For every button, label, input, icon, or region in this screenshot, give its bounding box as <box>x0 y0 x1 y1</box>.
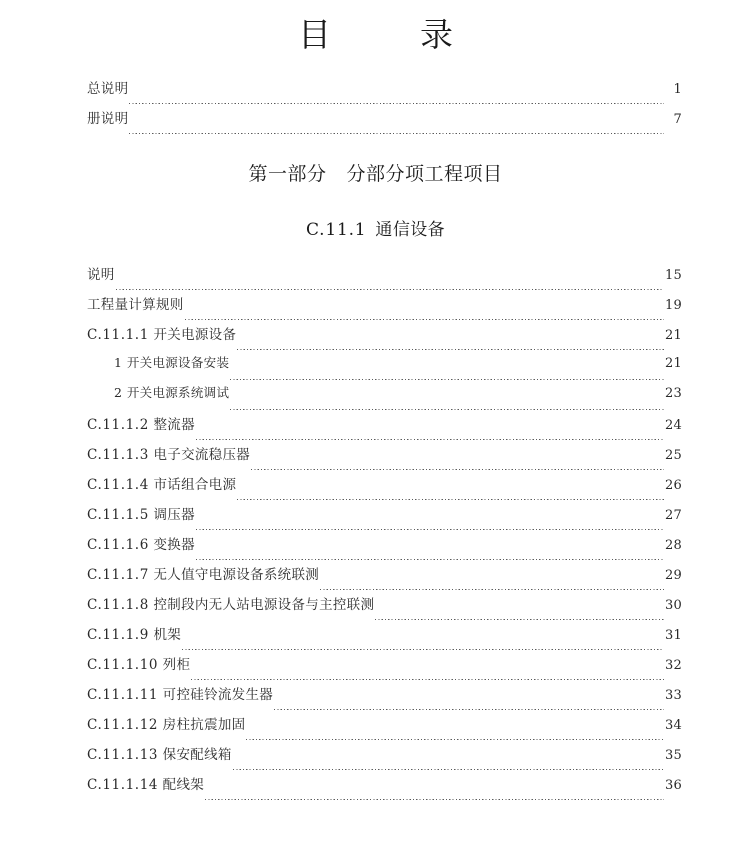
toc-entry-title: 总说明 <box>87 81 129 97</box>
toc-entry-title: 可控硅铃流发生器 <box>162 687 274 703</box>
toc-entry-label <box>87 773 204 793</box>
toc-list <box>0 263 751 803</box>
toc-entry[interactable] <box>87 743 682 773</box>
toc-entry-title: 整流器 <box>153 417 195 433</box>
toc-entry[interactable] <box>87 773 682 803</box>
toc-entry-code: C.11.1.2 <box>87 417 149 433</box>
toc-entry-label <box>87 743 232 763</box>
toc-entry[interactable] <box>87 107 682 137</box>
toc-dot-leader <box>274 709 664 710</box>
toc-entry-page-number: 23 <box>665 386 682 401</box>
toc-entry-label <box>87 383 229 401</box>
toc-entry-title: 保安配线箱 <box>162 747 232 763</box>
toc-entry-title: 电子交流稳压器 <box>153 447 251 463</box>
toc-entry-title: 开关电源系统调试 <box>126 385 230 400</box>
toc-dot-leader <box>182 649 664 650</box>
toc-entry[interactable] <box>87 323 682 353</box>
toc-entry-title: 工程量计算规则 <box>87 297 184 313</box>
toc-entry-page-number: 29 <box>665 568 682 583</box>
toc-entry-label <box>87 293 184 313</box>
toc-entry-title: 册说明 <box>87 111 129 127</box>
front-matter-toc-list <box>0 77 751 137</box>
toc-entry-page-number: 36 <box>665 778 682 793</box>
toc-entry-page-number: 34 <box>665 718 682 733</box>
toc-entry-code: C.11.1.5 <box>87 507 149 523</box>
toc-entry[interactable] <box>87 623 682 653</box>
toc-dot-leader <box>230 409 664 410</box>
toc-entry-page-number: 30 <box>665 598 682 613</box>
toc-dot-leader <box>251 469 664 470</box>
toc-entry-title: 无人值守电源设备系统联测 <box>153 567 320 583</box>
toc-entry-code: 1 <box>114 355 123 370</box>
toc-dot-leader <box>116 289 664 290</box>
part-heading-title: 分部分项工程项目 <box>346 162 503 185</box>
toc-entry-code: C.11.1.9 <box>87 627 149 643</box>
toc-entry-code: C.11.1.3 <box>87 447 149 463</box>
toc-entry-label <box>87 107 128 127</box>
toc-entry-title: 市话组合电源 <box>153 477 237 493</box>
section-heading-spacer <box>0 245 751 263</box>
toc-entry-title: 开关电源设备 <box>153 327 237 343</box>
toc-entry[interactable] <box>87 473 682 503</box>
toc-entry-code: C.11.1.8 <box>87 597 149 613</box>
section-heading-code: C.11.1 <box>305 219 367 240</box>
section-heading <box>0 215 751 245</box>
toc-entry-code: C.11.1.11 <box>87 687 159 703</box>
toc-entry-page-number: 19 <box>665 298 682 313</box>
toc-entry-label <box>87 473 236 493</box>
toc-entry-page-number: 28 <box>665 538 682 553</box>
toc-entry-page-number: 21 <box>665 356 682 371</box>
toc-dot-leader <box>375 619 664 620</box>
toc-entry-code: C.11.1.12 <box>87 717 159 733</box>
toc-entry[interactable] <box>87 293 682 323</box>
part-heading-spacer <box>0 189 751 215</box>
toc-entry-code: 2 <box>114 385 123 400</box>
toc-entry-title: 控制段内无人站电源设备与主控联测 <box>153 597 375 613</box>
section-heading-title: 通信设备 <box>375 219 446 240</box>
toc-entry-label <box>87 593 374 613</box>
toc-entry[interactable] <box>87 593 682 623</box>
toc-dot-leader <box>205 799 664 800</box>
toc-entry-code: C.11.1.4 <box>87 477 149 493</box>
toc-entry-title: 机架 <box>153 627 182 643</box>
toc-dot-leader <box>196 439 664 440</box>
toc-entry[interactable] <box>87 443 682 473</box>
toc-dot-leader <box>129 103 664 104</box>
toc-dot-leader <box>320 589 664 590</box>
toc-dot-leader <box>185 319 664 320</box>
toc-entry[interactable] <box>87 353 682 383</box>
toc-entry[interactable] <box>87 413 682 443</box>
toc-entry-code: C.11.1.6 <box>87 537 149 553</box>
toc-entry[interactable] <box>87 77 682 107</box>
toc-dot-leader <box>230 379 664 380</box>
toc-entry-page-number: 15 <box>665 268 682 283</box>
toc-entry-label <box>87 77 128 97</box>
toc-entry-title: 房柱抗震加固 <box>162 717 246 733</box>
toc-entry-title: 调压器 <box>153 507 195 523</box>
toc-entry-title: 说明 <box>87 267 115 283</box>
toc-entry-code: C.11.1.7 <box>87 567 149 583</box>
toc-entry-label <box>87 653 190 673</box>
toc-entry-label <box>87 623 181 643</box>
toc-entry-page-number: 31 <box>665 628 682 643</box>
part-heading <box>0 159 751 189</box>
toc-entry-label <box>87 323 236 343</box>
toc-entry-code: C.11.1.14 <box>87 777 159 793</box>
toc-entry-label <box>87 533 195 553</box>
toc-entry-label <box>87 263 115 283</box>
toc-entry-page-number: 25 <box>665 448 682 463</box>
toc-entry-label <box>87 353 229 371</box>
front-matter-spacer <box>0 137 751 159</box>
toc-dot-leader <box>233 769 664 770</box>
toc-entry-title: 开关电源设备安装 <box>126 355 230 370</box>
toc-entry-page-number: 35 <box>665 748 682 763</box>
part-heading-label: 第一部分 <box>248 162 327 185</box>
toc-dot-leader <box>196 559 664 560</box>
toc-dot-leader <box>237 499 664 500</box>
toc-dot-leader <box>237 349 664 350</box>
toc-entry-title: 配线架 <box>162 777 205 793</box>
toc-entry-page-number: 7 <box>673 112 682 127</box>
toc-entry-page-number: 26 <box>665 478 682 493</box>
toc-entry-label <box>87 443 250 463</box>
toc-entry-label <box>87 713 245 733</box>
toc-entry-code: C.11.1.13 <box>87 747 159 763</box>
page-title: 目 录 <box>298 15 481 54</box>
toc-entry-label <box>87 683 273 703</box>
toc-entry-code: C.11.1.1 <box>87 327 149 343</box>
toc-dot-leader <box>129 133 664 134</box>
toc-entry-code: C.11.1.10 <box>87 657 159 673</box>
toc-entry[interactable] <box>87 533 682 563</box>
toc-dot-leader <box>246 739 664 740</box>
toc-entry-page-number: 33 <box>665 688 682 703</box>
toc-entry[interactable] <box>87 683 682 713</box>
toc-entry[interactable] <box>87 713 682 743</box>
toc-entry[interactable] <box>87 263 682 293</box>
title-spacer <box>0 51 751 77</box>
toc-entry-label <box>87 413 195 433</box>
toc-entry-page-number: 21 <box>665 328 682 343</box>
toc-dot-leader <box>191 679 664 680</box>
toc-entry-label <box>87 563 319 583</box>
toc-entry-page-number: 1 <box>673 82 682 97</box>
toc-entry-page-number: 24 <box>665 418 682 433</box>
toc-entry[interactable] <box>87 563 682 593</box>
toc-dot-leader <box>196 529 664 530</box>
toc-entry-label <box>87 503 195 523</box>
toc-entry-title: 变换器 <box>153 537 195 553</box>
toc-entry-page-number: 27 <box>665 508 682 523</box>
toc-entry[interactable] <box>87 503 682 533</box>
toc-entry-page-number: 32 <box>665 658 682 673</box>
toc-entry[interactable] <box>87 653 682 683</box>
toc-entry[interactable] <box>87 383 682 413</box>
toc-entry-title: 列柜 <box>162 657 191 673</box>
